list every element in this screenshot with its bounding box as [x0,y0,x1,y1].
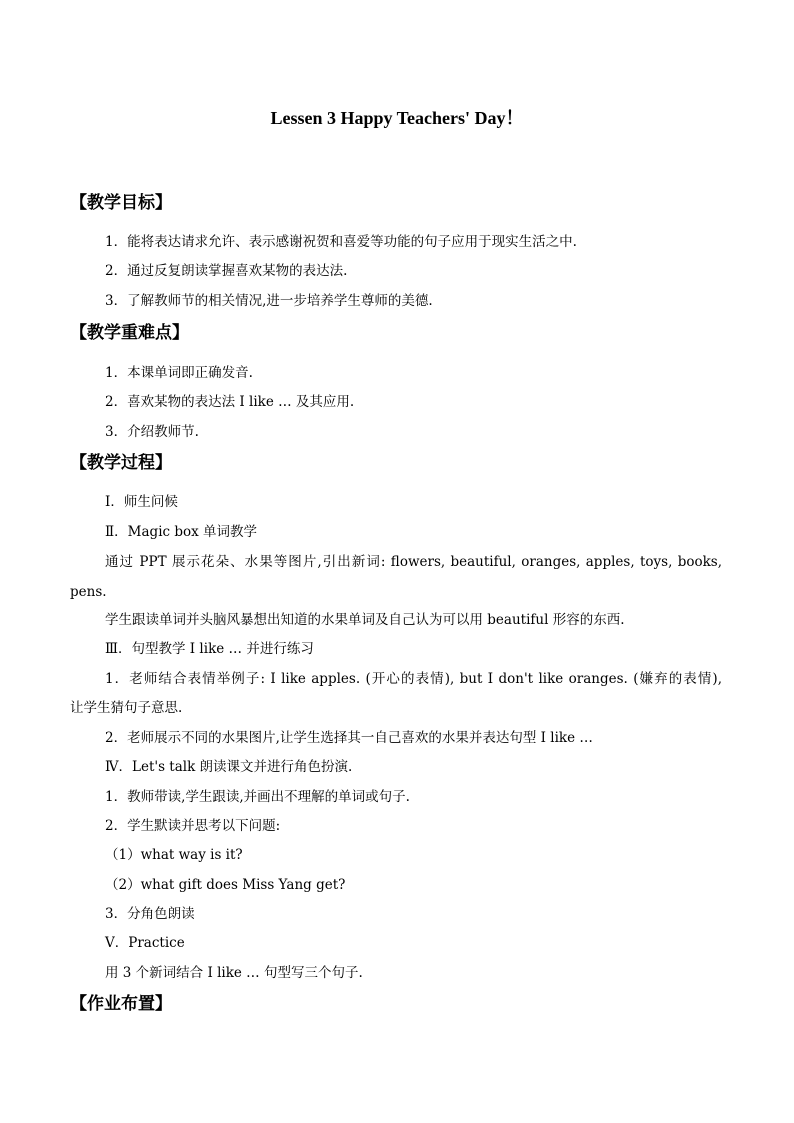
process-line-16: Ⅴ．Practice [105,935,185,951]
heading-key-points: 【教学重难点】 [70,323,189,343]
process-line-2: Ⅱ．Magic box 单词教学 [105,524,258,540]
process-line-11: 1．教师带读,学生跟读,并画出不理解的单词或句子. [105,789,410,805]
objective-item-3: 3．了解教师节的相关情况,进一步培养学生尊师的美德. [105,293,433,309]
process-line-17: 用 3 个新词结合 I like … 句型写三个句子. [105,965,363,981]
heading-process: 【教学过程】 [70,453,172,473]
process-line-12: 2．学生默读并思考以下问题: [105,818,281,834]
heading-homework: 【作业布置】 [70,994,172,1014]
lesson-title: Lessen 3 Happy Teachers' Day！ [270,108,524,128]
key-point-item-3: 3．介绍教师节. [105,424,199,440]
process-line-6: Ⅲ．句型教学 I like … 并进行练习 [105,641,314,657]
process-line-14: （2）what gift does Miss Yang get? [105,877,346,893]
heading-objectives: 【教学目标】 [70,193,172,213]
process-line-13: （1）what way is it? [105,847,243,863]
key-point-item-2: 2．喜欢某物的表达法 I like … 及其应用. [105,394,355,410]
process-line-3: 通过 PPT 展示花朵、水果等图片,引出新词: flowers, beautiful, oranges, apples, toys, books, [105,554,722,570]
process-line-9: 2．老师展示不同的水果图片,让学生选择其一自己喜欢的水果并表达句型 I like … [105,730,593,746]
process-line-7: 1．老师结合表情举例子: I like apples. (开心的表情), but I don't like oranges. (嫌弃的表情), [105,671,722,687]
key-point-item-1: 1．本课单词即正确发音. [105,365,253,381]
process-line-5: 学生跟读单词并头脑风暴想出知道的水果单词及自己认为可以用 beautiful 形容的东西. [105,612,625,628]
process-line-8: 让学生猜句子意思. [70,700,183,716]
objective-item-2: 2．通过反复朗读掌握喜欢某物的表达法. [105,263,348,279]
process-line-4: pens. [70,584,107,600]
process-line-15: 3．分角色朗读 [105,906,195,922]
process-line-1: Ⅰ．师生问候 [105,494,178,510]
objective-item-1: 1．能将表达请求允许、表示感谢祝贺和喜爱等功能的句子应用于现实生活之中. [105,234,577,250]
process-line-10: Ⅳ．Let's talk 朗读课文并进行角色扮演. [105,759,353,775]
